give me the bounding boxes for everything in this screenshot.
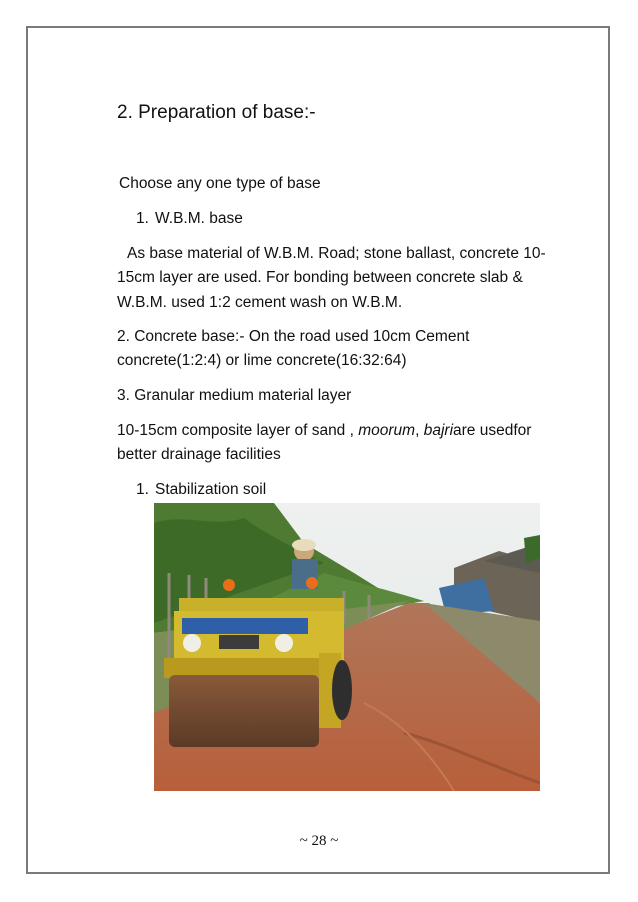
section-heading: 2. Preparation of base:- [117, 102, 316, 123]
para4-moorum: moorum [358, 422, 416, 439]
para1-line2: 15cm layer are used. For bonding between concrete slab & [117, 269, 523, 286]
list-item-stabilization: Stabilization soil [155, 481, 267, 498]
list-item-marker: 1. [136, 481, 149, 498]
para3-text: 3. Granular medium material layer [117, 387, 352, 404]
para2-line1: 2. Concrete base:- On the road used 10cm Cement [117, 328, 470, 345]
para1-line1: As base material of W.B.M. Road; stone ballast, concrete 10- [127, 245, 546, 262]
list-item-marker: 1. [136, 210, 149, 227]
list-item-wbm: W.B.M. base [155, 210, 243, 227]
para4-text-e: are usedfor [453, 422, 532, 439]
para4-text-c: , [415, 422, 424, 439]
para4-line2: better drainage facilities [117, 446, 281, 463]
road-roller-photo [154, 503, 540, 791]
para4-text-a: 10-15cm composite layer of sand , [117, 422, 359, 439]
para4-line1 [117, 421, 531, 441]
para2-line2: concrete(1:2:4) or lime concrete(16:32:64) [117, 352, 407, 369]
intro-text: Choose any one type of base [119, 175, 321, 192]
para4-bajri: bajri [423, 422, 454, 439]
page-number: ~ 28 ~ [299, 833, 339, 849]
para1-line3: W.B.M. used 1:2 cement wash on W.B.M. [117, 294, 403, 311]
